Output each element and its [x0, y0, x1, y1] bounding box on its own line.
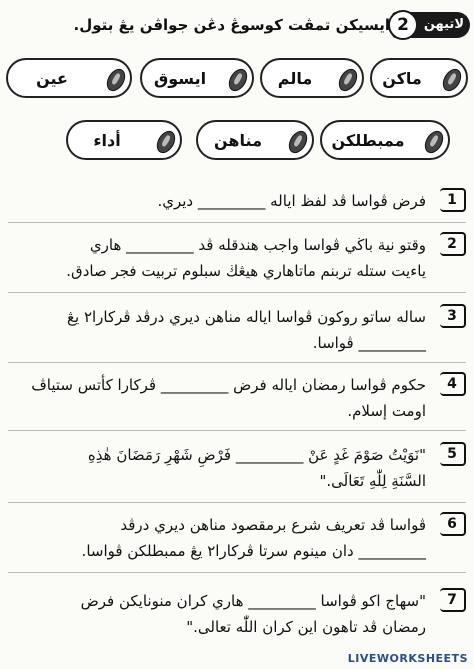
question-number: 5	[440, 442, 466, 466]
pin-icon	[153, 128, 179, 157]
question-line: السَّنَةِ لِلّٰهِ تَعَالَى."	[319, 472, 426, 490]
word-bank-pill[interactable]	[196, 120, 314, 160]
word-bank-word: أداء	[93, 130, 121, 150]
question-number: 6	[440, 512, 466, 536]
pin-icon	[421, 128, 447, 157]
word-bank-word: مالم	[277, 68, 313, 88]
divider	[8, 572, 466, 573]
question-line: رمضان ڤد تاهون اين كران اللّٰه تعالى."	[186, 618, 426, 636]
lesson-number-badge: 2	[388, 10, 418, 40]
brand-logo: LIVEWORKSHEETS	[347, 652, 468, 665]
question-line[interactable]: _________ دان مينوم سرتا ڤركارا٢ يڠ ممبطلكن ڤواسا.	[81, 542, 426, 560]
lesson-label: لاتيهن	[392, 12, 470, 38]
word-bank-word: عين	[36, 68, 68, 88]
divider	[8, 222, 466, 223]
question-line[interactable]: فرض ڤواسا ڤد لفظ اياله _________ ديري.	[157, 192, 426, 210]
question-7	[8, 588, 466, 640]
word-bank-word: ماكن	[382, 68, 422, 88]
question-line: ڤواسا ڤد تعريف شرع برمقصود مناهن ديري درڤد	[120, 516, 426, 534]
divider	[8, 502, 466, 503]
question-line: ساله ساتو روكون ڤواسا اياله مناهن ديري درڤد ڤركارا٢ يڠ	[67, 308, 426, 326]
divider	[8, 430, 466, 431]
pin-icon	[103, 66, 129, 95]
question-line: ياءيت ستله تربنم ماتاهاري هيڠڬ سبلوم تربيت فجر صادق.	[66, 262, 426, 280]
question-line[interactable]: وقتو نية باڬي ڤواسا واجب هندقله ڤد _________ هاري	[89, 236, 426, 254]
pin-icon	[439, 66, 465, 95]
question-1	[8, 188, 466, 214]
question-5	[8, 442, 466, 494]
question-line[interactable]: _________ ڤواسا.	[312, 334, 426, 352]
word-bank-word: ايسوق	[153, 68, 207, 88]
pin-icon	[285, 128, 311, 157]
word-bank-pill[interactable]	[260, 58, 364, 98]
instruction-text: ايسيكن تمڤت كوسوڠ دڠن جواڤن يڠ بتول.	[73, 16, 390, 34]
question-2	[8, 232, 466, 284]
word-bank-pill[interactable]	[320, 120, 450, 160]
question-line: اومت إسلام.	[347, 402, 426, 420]
question-number: 3	[440, 304, 466, 328]
word-bank-pill[interactable]	[6, 58, 132, 98]
question-6	[8, 512, 466, 564]
question-line[interactable]: "سهاج اكو ڤواسا _________ هاري كران منونايكن فرض	[80, 592, 426, 610]
word-bank-pill[interactable]	[66, 120, 182, 160]
pin-icon	[225, 66, 251, 95]
pin-icon	[335, 66, 361, 95]
word-bank-pill[interactable]	[370, 58, 468, 98]
question-4	[8, 372, 466, 424]
word-bank-word: مناهن	[214, 130, 262, 150]
divider	[8, 292, 466, 293]
question-number: 1	[440, 188, 466, 212]
question-line[interactable]: حكوم ڤواسا رمضان اياله فرض _________ ڤركارا كأتس ستياڤ	[31, 376, 426, 394]
question-3	[8, 304, 466, 356]
question-number: 2	[440, 232, 466, 256]
word-bank-pill[interactable]	[140, 58, 254, 98]
question-line[interactable]: "نَوَيْتُ صَوْمَ غَدٍ عَنْ _________ فَرْضِ شَهْرِ رَمَضَانَ هٰذِهِ	[87, 446, 426, 464]
question-number: 4	[440, 372, 466, 396]
exercise-header	[0, 10, 474, 44]
divider	[8, 362, 466, 363]
word-bank-word: ممبطلكن	[331, 130, 405, 150]
question-number: 7	[440, 588, 466, 612]
